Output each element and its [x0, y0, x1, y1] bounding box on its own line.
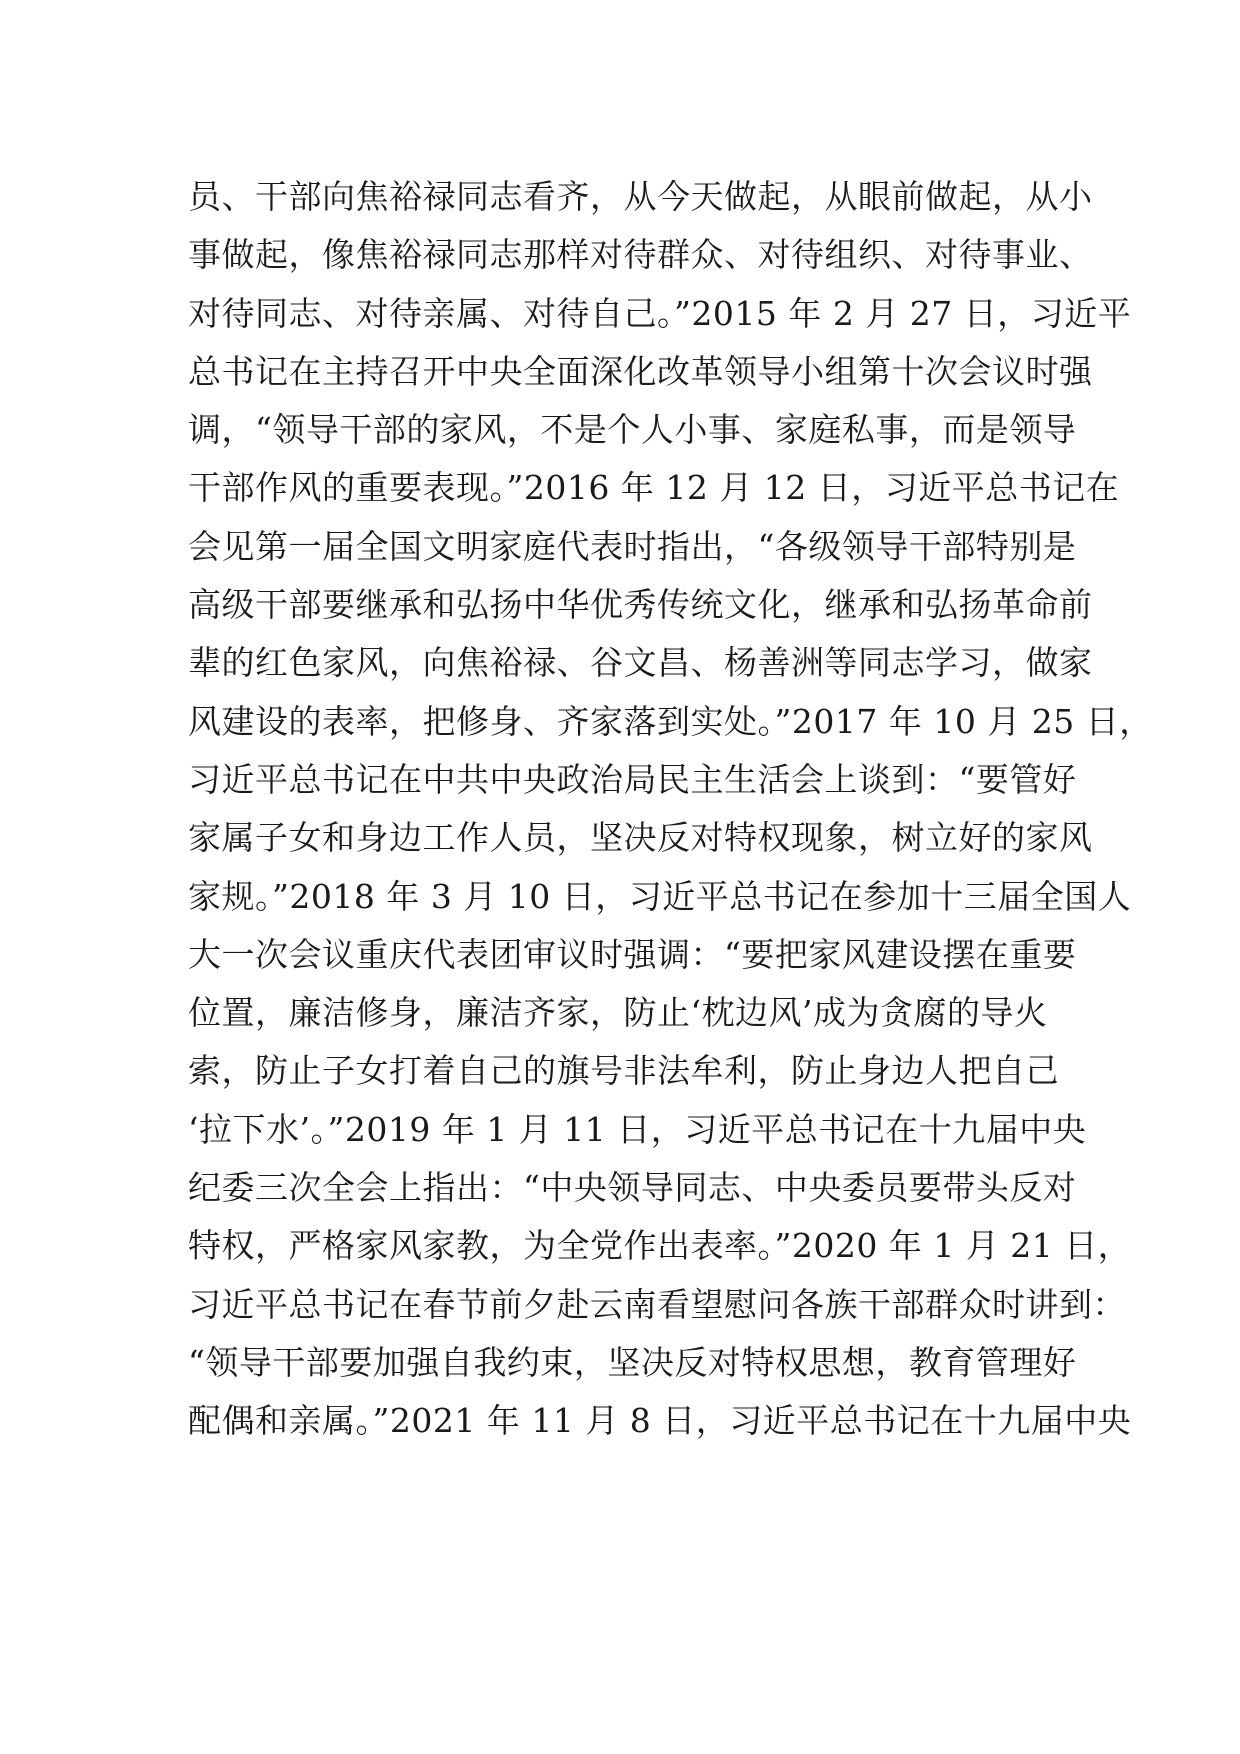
- body-text: [188, 168, 1153, 1451]
- text-line: 会见第一届全国文明家庭代表时指出，“各级领导干部特别是: [188, 526, 1077, 566]
- text-line: 总书记在主持召开中央全面深化改革领导小组第十次会议时强: [188, 351, 1093, 391]
- text-line: 索，防止子女打着自己的旗号非法牟利，防止身边人把自己: [188, 1051, 1059, 1091]
- text-line: 员、干部向焦裕禄同志看齐，从今天做起，从眼前做起，从小: [188, 177, 1093, 216]
- text-line: 家规。”2018 年 3 月 10 日，习近平总书记在参加十三届全国人: [188, 876, 1132, 916]
- text-line: “领导干部要加强自我约束，坚决反对特权思想，教育管理好: [188, 1342, 1077, 1382]
- text-line: 辈的红色家风，向焦裕禄、谷文昌、杨善洲等同志学习，做家: [188, 643, 1093, 683]
- text-line: 风建设的表率，把修身、齐家落到实处。”2017 年 10 月 25 日，: [188, 701, 1153, 741]
- text-line: 家属子女和身边工作人员，坚决反对特权现象，树立好的家风: [188, 818, 1093, 858]
- text-line: 配偶和亲属。”2021 年 11 月 8 日，习近平总书记在十九届中央: [188, 1401, 1132, 1441]
- text-line: 高级干部要继承和弘扬中华优秀传统文化，继承和弘扬革命前: [188, 585, 1093, 625]
- text-line: 习近平总书记在春节前夕赴云南看望慰问各族干部群众时讲到：: [188, 1284, 1126, 1324]
- text-line: 习近平总书记在中共中央政治局民主生活会上谈到：“要管好: [188, 759, 1077, 799]
- text-line: 干部作风的重要表现。”2016 年 12 月 12 日，习近平总书记在: [188, 468, 1120, 508]
- text-line: 大一次会议重庆代表团审议时强调：“要把家风建设摆在重要: [188, 934, 1077, 974]
- text-line: ‘拉下水’。”2019 年 1 月 11 日，习近平总书记在十九届中央: [188, 1109, 1087, 1149]
- text-line: 位置，廉洁修身，廉洁齐家，防止‘枕边风’成为贪腐的导火: [188, 993, 1048, 1033]
- text-line: 特权，严格家风家教，为全党作出表率。”2020 年 1 月 21 日，: [188, 1226, 1132, 1266]
- text-line: 纪委三次全会上指出：“中央领导同志、中央委员要带头反对: [188, 1168, 1077, 1208]
- text-line: 对待同志、对待亲属、对待自己。”2015 年 2 月 27 日，习近平: [188, 293, 1132, 333]
- text-line: 调，“领导干部的家风，不是个人小事、家庭私事，而是领导: [188, 410, 1077, 450]
- text-line: 事做起，像焦裕禄同志那样对待群众、对待组织、对待事业、: [188, 235, 1093, 275]
